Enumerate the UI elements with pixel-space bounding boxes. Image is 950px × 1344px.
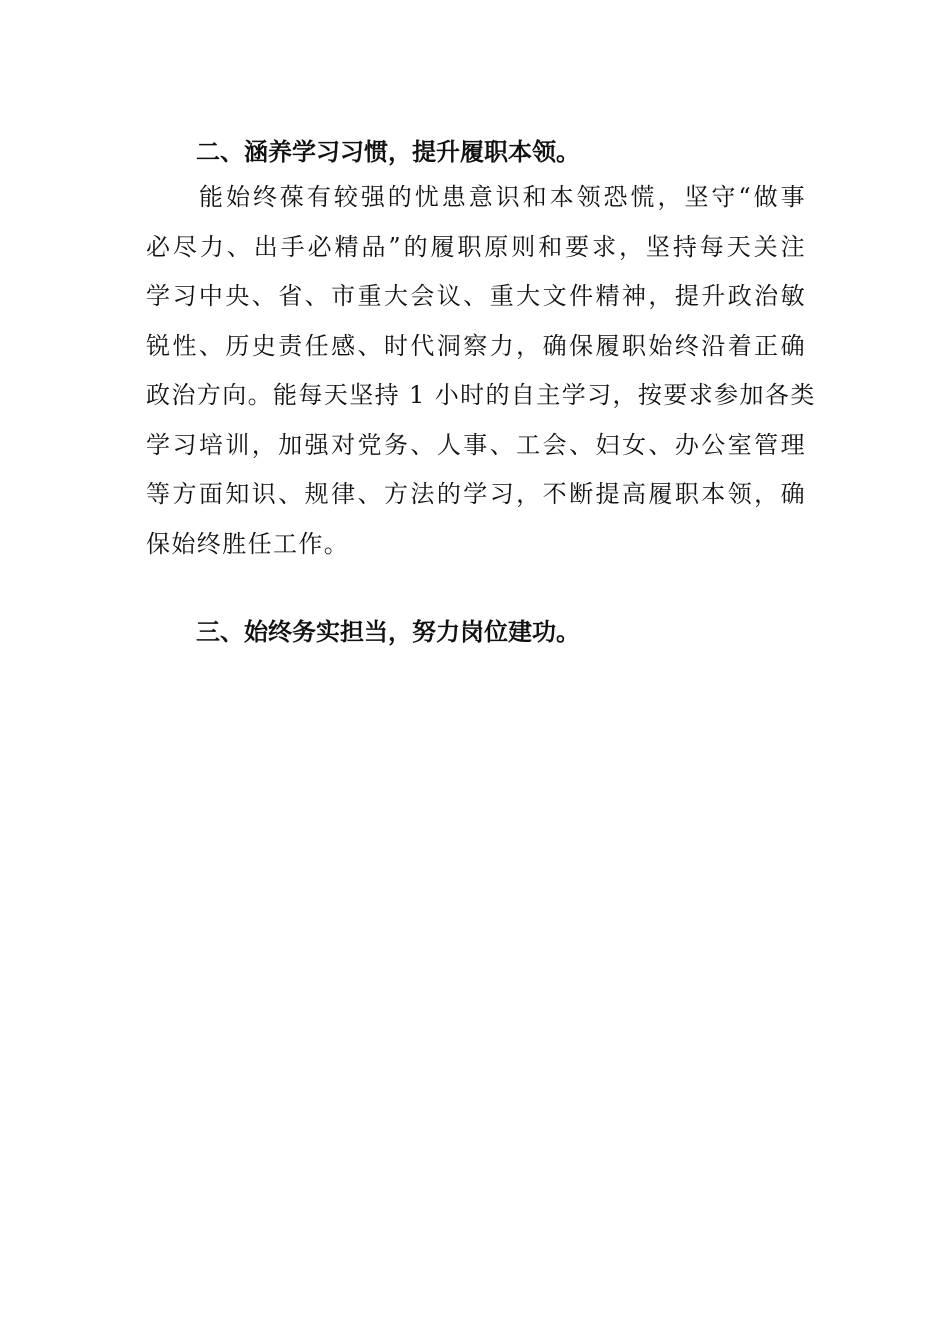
paragraph-line: 保始终胜任工作。 xyxy=(146,529,350,558)
paragraph-line: 学习培训，加强对党务、人事、工会、妇女、办公室管理 xyxy=(146,430,806,459)
paragraph-line: 必尽力、出手必精品”的履职原则和要求，坚持每天关注 xyxy=(146,232,806,261)
paragraph-line: 锐性、历史责任感、时代洞察力，确保履职始终沿着正确 xyxy=(146,331,806,360)
paragraph-line: 学习中央、省、市重大会议、重大文件精神，提升政治敏 xyxy=(146,282,806,310)
section-2-paragraph xyxy=(146,173,816,569)
paragraph-line: 政治方向。能每天坚持 1 小时的自主学习，按要求参加各类 xyxy=(146,381,816,409)
section-heading-2: 二、涵养学习习惯，提升履职本领。 xyxy=(196,138,580,166)
paragraph-line: 等方面知识、规律、方法的学习，不断提高履职本领，确 xyxy=(146,480,806,508)
section-heading-3: 三、始终务实担当，努力岗位建功。 xyxy=(196,618,580,646)
paragraph-line: 能始终葆有较强的忧患意识和本领恐慌，坚守“做事 xyxy=(199,183,806,211)
